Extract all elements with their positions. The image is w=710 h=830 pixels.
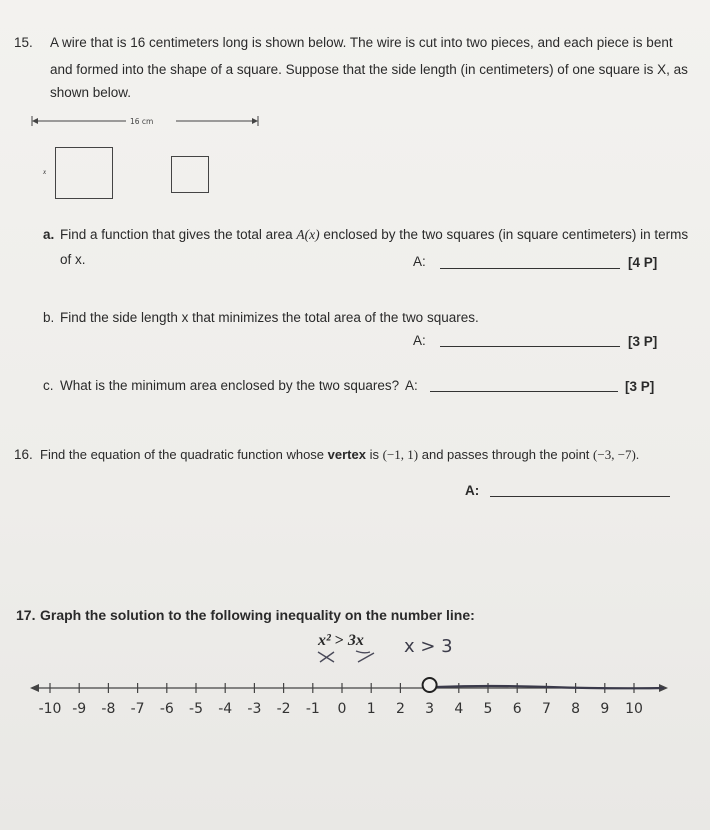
number-line-label: 2 bbox=[395, 701, 405, 717]
inequality-left: x² bbox=[318, 632, 331, 649]
handwritten-answer: x > 3 bbox=[404, 636, 453, 657]
wire-arrow-right bbox=[252, 118, 258, 124]
q16-answer-line[interactable] bbox=[490, 496, 670, 497]
square-remainder bbox=[171, 156, 209, 193]
number-line-label: 0 bbox=[337, 701, 347, 717]
q15-line1: A wire that is 16 centimeters long is shown below. The wire is cut into two pieces, and each piece is bent bbox=[50, 35, 673, 50]
q15b-text: Find the side length x that minimizes the total area of the two squares. bbox=[60, 310, 479, 325]
q15a-label: a. bbox=[43, 227, 55, 242]
number-line-label: -3 bbox=[247, 701, 262, 717]
q15-line2: and formed into the shape of a square. Suppose that the side length (in centimeters) of one square is X, as bbox=[50, 62, 688, 77]
wire-length-label: 16 cm bbox=[130, 117, 154, 126]
q17-text: Graph the solution to the following inequality on the number line: bbox=[40, 607, 475, 623]
q16-answer-prefix: A: bbox=[465, 483, 480, 498]
q15c-points: [3 P] bbox=[625, 379, 655, 394]
number-line-label: 1 bbox=[366, 701, 376, 717]
number-line-label: -4 bbox=[218, 701, 233, 717]
number-line-label: -8 bbox=[101, 701, 116, 717]
number-line-label: 3 bbox=[425, 701, 435, 717]
open-circle-at-3 bbox=[423, 678, 437, 692]
number-line-label: 5 bbox=[483, 701, 493, 717]
number-line-label: 6 bbox=[512, 701, 522, 717]
number-line-label: -2 bbox=[276, 701, 291, 717]
q16-number: 16. bbox=[14, 447, 33, 462]
q15c-answer-prefix: A: bbox=[405, 378, 418, 393]
q15c-answer-line[interactable] bbox=[430, 391, 618, 392]
number-line-label: -5 bbox=[189, 701, 203, 717]
vertex-point: (−1, 1) bbox=[382, 447, 419, 462]
area-function: A(x) bbox=[296, 227, 320, 242]
square-x bbox=[55, 147, 113, 199]
number-line-arrow-left bbox=[30, 684, 39, 692]
number-line[interactable] bbox=[28, 672, 674, 724]
number-line-label: -1 bbox=[305, 701, 320, 717]
q15a-answer-prefix: A: bbox=[413, 254, 426, 269]
square-x-side-label: x bbox=[43, 168, 47, 176]
number-line-label: -10 bbox=[38, 701, 62, 717]
q15c-label: c. bbox=[43, 378, 54, 393]
q15a-text-line2: of x. bbox=[60, 252, 86, 267]
handwritten-cancel-marks bbox=[312, 648, 392, 666]
q15a-text: Find a function that gives the total area A(x) enclosed by the two squares (in square centimeters) in terms bbox=[60, 227, 689, 242]
number-line-label: 8 bbox=[571, 701, 581, 717]
q15a-points: [4 P] bbox=[628, 255, 658, 270]
number-line-label: 4 bbox=[454, 701, 464, 717]
q15b-points: [3 P] bbox=[628, 334, 658, 349]
through-point: (−3, −7). bbox=[593, 447, 640, 462]
number-line-label: -7 bbox=[130, 701, 145, 717]
q15-number: 15. bbox=[14, 35, 33, 50]
number-line-label: -6 bbox=[159, 701, 174, 717]
q16-text: Find the equation of the quadratic function whose vertex is (−1, 1) and passes through the point (−3, −7). bbox=[40, 447, 640, 462]
vertex-word: vertex bbox=[327, 447, 366, 462]
number-line-label: 10 bbox=[625, 701, 643, 717]
inequality-right: 3x bbox=[347, 632, 364, 649]
inequality-sign: > bbox=[334, 632, 344, 649]
number-line-label: 9 bbox=[600, 701, 610, 717]
q15c-text: What is the minimum area enclosed by the two squares? bbox=[60, 378, 400, 393]
wire-arrow-left bbox=[32, 118, 38, 124]
q15-line3: shown below. bbox=[50, 85, 132, 100]
q15b-label: b. bbox=[43, 310, 55, 325]
q17-number: 17. bbox=[16, 607, 36, 623]
q15b-answer-prefix: A: bbox=[413, 333, 426, 348]
q15b-answer-line[interactable] bbox=[440, 346, 620, 347]
number-line-label: 7 bbox=[541, 701, 551, 717]
number-line-label: -9 bbox=[72, 701, 87, 717]
q15a-answer-line[interactable] bbox=[440, 268, 620, 269]
